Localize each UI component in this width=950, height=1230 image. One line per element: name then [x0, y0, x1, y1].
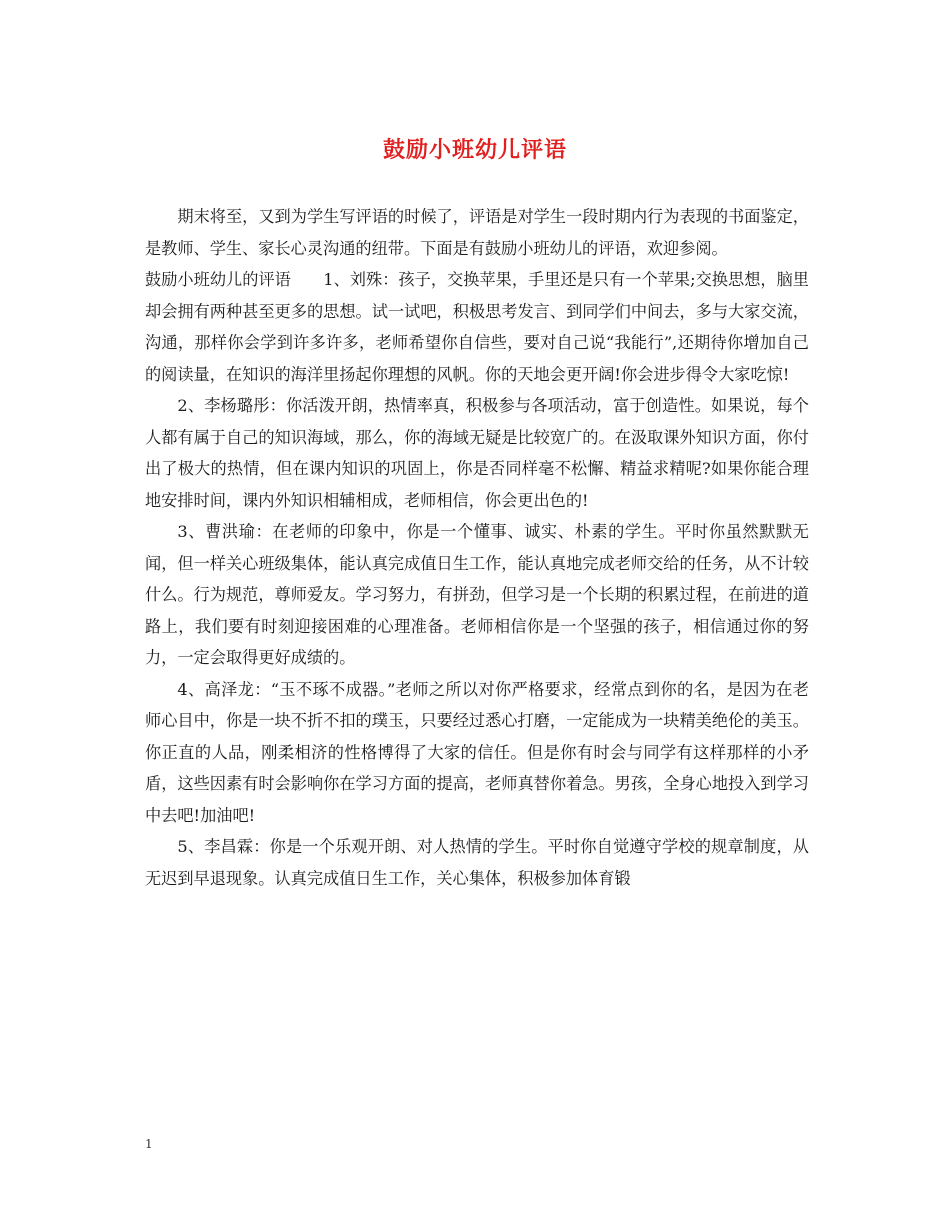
paragraph-1: 鼓励小班幼儿的评语 1、刘殊：孩子，交换苹果，手里还是只有一个苹果;交换思想，脑里却会拥有两种甚至更多的思想。试一试吧，积极思考发言、到同学们中间去，多与大家交流，沟通，那样你会学到许多许多，老师希望你自信些，要对自己说“我能行”,还期待你增加自己的阅读量，在知识的海洋里扬起你理想的风帆。你的天地会更开阔!你会进步得令大家吃惊! [145, 270, 809, 384]
paragraph-3: 3、曹洪瑜：在老师的印象中，你是一个懂事、诚实、朴素的学生。平时你虽然默默无闻，但一样关心班级集体，能认真完成值日生工作，能认真地完成老师交给的任务，从不计较什么。行为规范，尊师爱友。学习努力，有拼劲，但学习是一个长期的积累过程，在前进的道路上，我们要有时刻迎接困难的心理准备。老师相信你是一个坚强的孩子，相信通过你的努力，一定会取得更好成绩的。 [145, 522, 809, 667]
document-body [145, 201, 809, 894]
paragraph-5: 5、李昌霖：你是一个乐观开朗、对人热情的学生。平时你自觉遵守学校的规章制度，从无迟到早退现象。认真完成值日生工作，关心集体，积极参加体育锻 [145, 837, 809, 888]
paragraph-4: 4、高泽龙：“玉不琢不成器。”老师之所以对你严格要求，经常点到你的名，是因为在老师心目中，你是一块不折不扣的璞玉，只要经过悉心打磨，一定能成为一块精美绝伦的美玉。你正直的人品，刚柔相济的性格博得了大家的信任。但是你有时会与同学有这样那样的小矛盾，这些因素有时会影响你在学习方面的提高，老师真替你着急。男孩，全身心地投入到学习中去吧!加油吧! [145, 679, 809, 825]
page-number: 1 [145, 1137, 153, 1151]
intro-paragraph: 期末将至，又到为学生写评语的时候了，评语是对学生一段时期内行为表现的书面鉴定，是教师、学生、家长心灵沟通的纽带。下面是有鼓励小班幼儿的评语，欢迎参阅。 [145, 207, 809, 258]
document-title: 鼓励小班幼儿评语 [382, 138, 567, 163]
paragraph-2: 2、李杨璐彤：你活泼开朗，热情率真，积极参与各项活动，富于创造性。如果说，每个人都有属于自己的知识海域，那么，你的海域无疑是比较宽广的。在汲取课外知识方面，你付出了极大的热情，但在课内知识的巩固上，你是否同样毫不松懈、精益求精呢?如果你能合理地安排时间，课内外知识相辅相成，老师相信，你会更出色的! [145, 396, 809, 510]
